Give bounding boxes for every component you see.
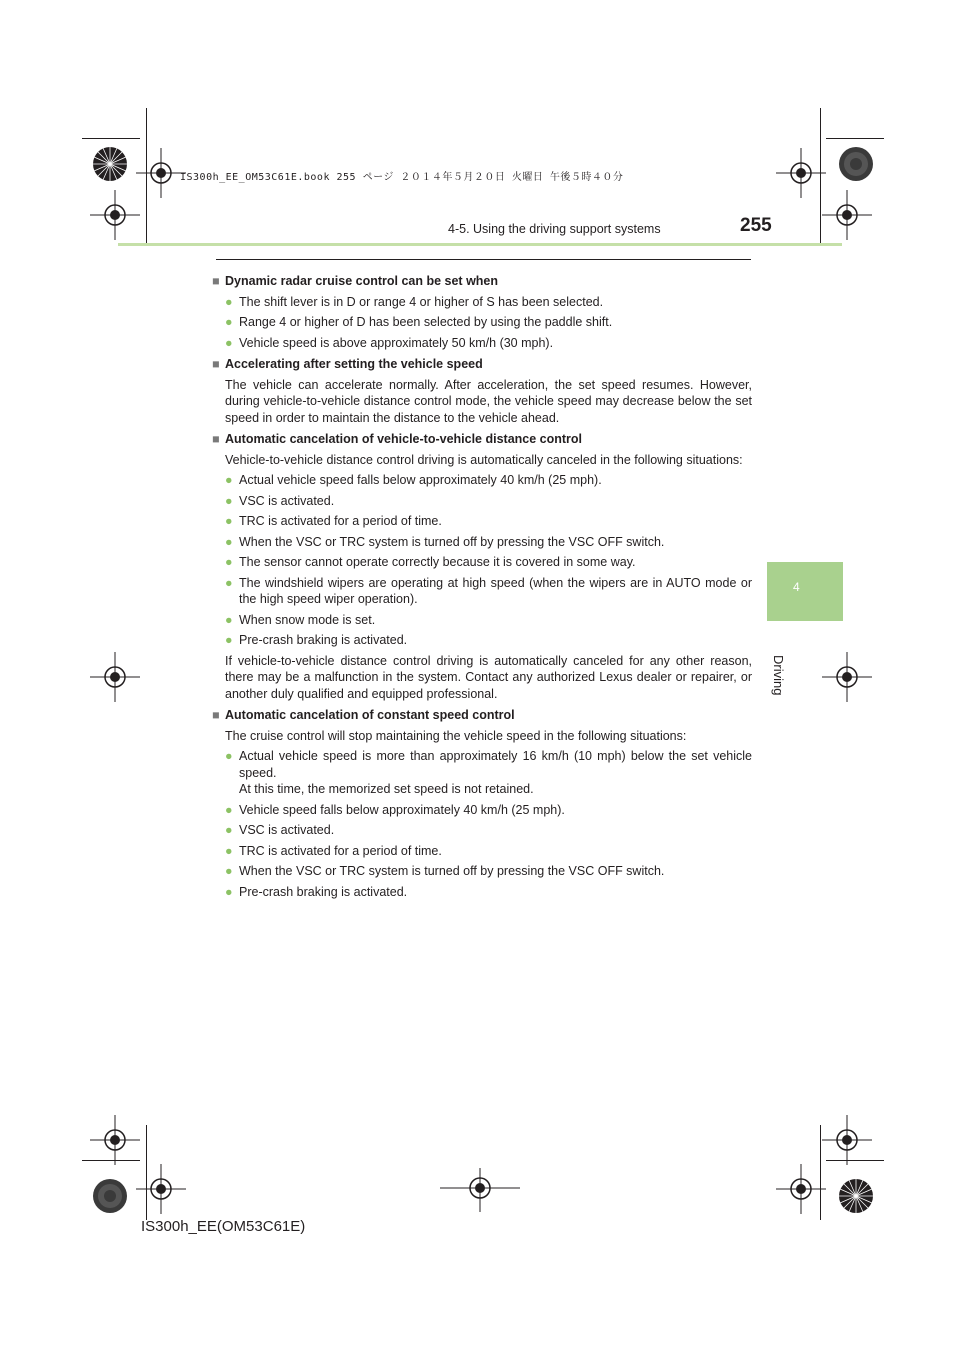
bullet-dot-icon: ● xyxy=(225,514,233,528)
section-heading xyxy=(212,431,752,448)
bullet-text-line: Vehicle speed is above approximately 50 km/h (30 mph). xyxy=(239,335,554,350)
bullet-text xyxy=(239,863,752,880)
bullet-text xyxy=(239,513,752,530)
bullet-item xyxy=(225,802,752,819)
bullet-item xyxy=(225,554,752,571)
bullet-text xyxy=(239,884,752,901)
bullet-text-line: Pre-crash braking is activated. xyxy=(239,884,408,899)
bullet-dot-icon: ● xyxy=(225,843,233,858)
registration-mark-icon xyxy=(90,652,140,702)
bullet-dot-icon: ● xyxy=(225,633,233,647)
registration-mark-icon xyxy=(822,1115,872,1165)
registration-mark-icon xyxy=(776,1164,826,1214)
bullet-note: At this time, the memorized set speed is not retained. xyxy=(239,782,534,796)
paragraph: Vehicle-to-vehicle distance control driving is automatically canceled in the following situations: xyxy=(225,452,743,467)
chapter-tab xyxy=(767,562,843,621)
bullet-text-line: When the VSC or TRC system is turned off by pressing the VSC OFF switch. xyxy=(239,534,665,549)
section-heading-text: Automatic cancelation of vehicle-to-vehicle distance control xyxy=(225,432,583,446)
bullet-item xyxy=(225,863,752,880)
page-number: 255 xyxy=(740,215,772,236)
section-heading-text: Dynamic radar cruise control can be set when xyxy=(225,274,499,288)
bullet-text-line: TRC is activated for a period of time. xyxy=(239,514,442,528)
bullet-dot-icon: ● xyxy=(225,534,233,549)
bullet-dot-icon: ● xyxy=(225,884,233,899)
starburst-mark-icon xyxy=(92,146,128,182)
crop-line xyxy=(82,138,140,139)
bullet-text-line: Range 4 or higher of D has been selected by using the paddle shift. xyxy=(239,315,613,329)
bullet-text-line: When the VSC or TRC system is turned off by pressing the VSC OFF switch. xyxy=(239,864,665,878)
square-bullet-icon: ■ xyxy=(212,357,220,371)
bullet-dot-icon: ● xyxy=(225,749,233,763)
starburst-mark-icon xyxy=(838,1178,874,1214)
bullet-text xyxy=(239,493,752,510)
bullet-text-line: Vehicle speed falls below approximately 40 km/h (25 mph). xyxy=(239,802,565,817)
square-bullet-icon: ■ xyxy=(212,274,220,288)
bullet-item xyxy=(225,534,752,551)
bullet-text-line: VSC is activated. xyxy=(239,823,335,837)
bullet-text xyxy=(239,294,752,311)
bullet-dot-icon: ● xyxy=(225,555,233,569)
crop-line xyxy=(826,138,884,139)
bullet-item xyxy=(225,822,752,839)
bullet-text-line: When snow mode is set. xyxy=(239,612,376,627)
paragraph: If vehicle-to-vehicle distance control driving is automatically canceled for any other reason, there may be a malfunction in the system. Contact any authorized Lexus dealer or repairer, or another duly qualified and equipped professional. xyxy=(225,653,752,701)
bullet-item xyxy=(225,472,752,489)
header-rule xyxy=(216,259,751,260)
bullet-dot-icon: ● xyxy=(225,335,233,350)
halftone-circle-icon xyxy=(92,1178,128,1214)
bullet-text-line: Actual vehicle speed is more than approximately 16 km/h (10 mph) below the set vehicle speed. xyxy=(239,749,752,780)
bullet-text-line: TRC is activated for a period of time. xyxy=(239,843,442,858)
section-heading xyxy=(212,356,752,373)
bullet-text xyxy=(239,748,752,798)
bullet-dot-icon: ● xyxy=(225,864,233,878)
registration-mark-icon xyxy=(440,1168,520,1212)
bullet-dot-icon: ● xyxy=(225,294,233,309)
square-bullet-icon: ■ xyxy=(212,708,220,722)
book-file-header: IS300h_EE_OM53C61E.book 255 ページ ２０１４年５月２０日 火曜日 午後５時４０分 xyxy=(180,172,624,183)
main-content xyxy=(212,268,752,900)
section-heading-text: Accelerating after setting the vehicle speed xyxy=(225,357,483,371)
section-heading-text: Automatic cancelation of constant speed control xyxy=(225,708,515,722)
paragraph: The cruise control will stop maintaining the vehicle speed in the following situations: xyxy=(225,728,687,743)
registration-mark-icon xyxy=(822,652,872,702)
registration-mark-icon xyxy=(776,148,826,198)
bullet-text xyxy=(239,472,752,489)
section-heading xyxy=(212,707,752,724)
chapter-number: 4 xyxy=(793,580,800,594)
bullet-text xyxy=(239,554,752,571)
bullet-dot-icon: ● xyxy=(225,315,233,329)
bullet-item xyxy=(225,314,752,331)
bullet-dot-icon: ● xyxy=(225,575,233,590)
bullet-text xyxy=(239,843,752,860)
bullet-item xyxy=(225,335,752,352)
bullet-item xyxy=(225,575,752,608)
bullet-text xyxy=(239,575,752,608)
chapter-label: Driving xyxy=(771,655,786,696)
bullet-item xyxy=(225,513,752,530)
registration-mark-icon xyxy=(136,148,186,198)
square-bullet-icon: ■ xyxy=(212,432,220,446)
bullet-dot-icon: ● xyxy=(225,493,233,508)
bullet-dot-icon: ● xyxy=(225,473,233,487)
registration-mark-icon xyxy=(136,1164,186,1214)
halftone-circle-icon xyxy=(838,146,874,182)
document-code: IS300h_EE(OM53C61E) xyxy=(141,1218,306,1235)
bullet-text-line: VSC is activated. xyxy=(239,493,335,508)
bullet-item xyxy=(225,884,752,901)
bullet-text xyxy=(239,314,752,331)
bullet-text-line: The windshield wipers are operating at high speed (when the wipers are in AUTO mode or the high speed wiper operation). xyxy=(239,575,752,606)
bullet-text xyxy=(239,612,752,629)
bullet-text xyxy=(239,632,752,649)
bullet-dot-icon: ● xyxy=(225,802,233,817)
paragraph: The vehicle can accelerate normally. After acceleration, the set speed resumes. However, during vehicle-to-vehicle distance control mode, the vehicle speed may decrease below the set speed in order to maintain the distance to the vehicle ahead. xyxy=(225,377,752,425)
bullet-item xyxy=(225,294,752,311)
registration-mark-icon xyxy=(90,1115,140,1165)
bullet-text-line: The shift lever is in D or range 4 or higher of S has been selected. xyxy=(239,294,604,309)
bullet-text xyxy=(239,335,752,352)
bullet-text-line: Actual vehicle speed falls below approximately 40 km/h (25 mph). xyxy=(239,473,602,487)
bullet-item xyxy=(225,612,752,629)
section-title: 4-5. Using the driving support systems xyxy=(448,222,661,236)
section-heading xyxy=(212,273,752,290)
bullet-text xyxy=(239,802,752,819)
bullet-item xyxy=(225,493,752,510)
header-bar xyxy=(118,243,842,246)
bullet-text-line: The sensor cannot operate correctly because it is covered in some way. xyxy=(239,555,636,569)
bullet-item xyxy=(225,632,752,649)
registration-mark-icon xyxy=(90,190,140,240)
bullet-text xyxy=(239,534,752,551)
bullet-dot-icon: ● xyxy=(225,823,233,837)
bullet-text xyxy=(239,822,752,839)
bullet-dot-icon: ● xyxy=(225,612,233,627)
bullet-item xyxy=(225,748,752,798)
bullet-item xyxy=(225,843,752,860)
bullet-text-line: Pre-crash braking is activated. xyxy=(239,633,408,647)
registration-mark-icon xyxy=(822,190,872,240)
